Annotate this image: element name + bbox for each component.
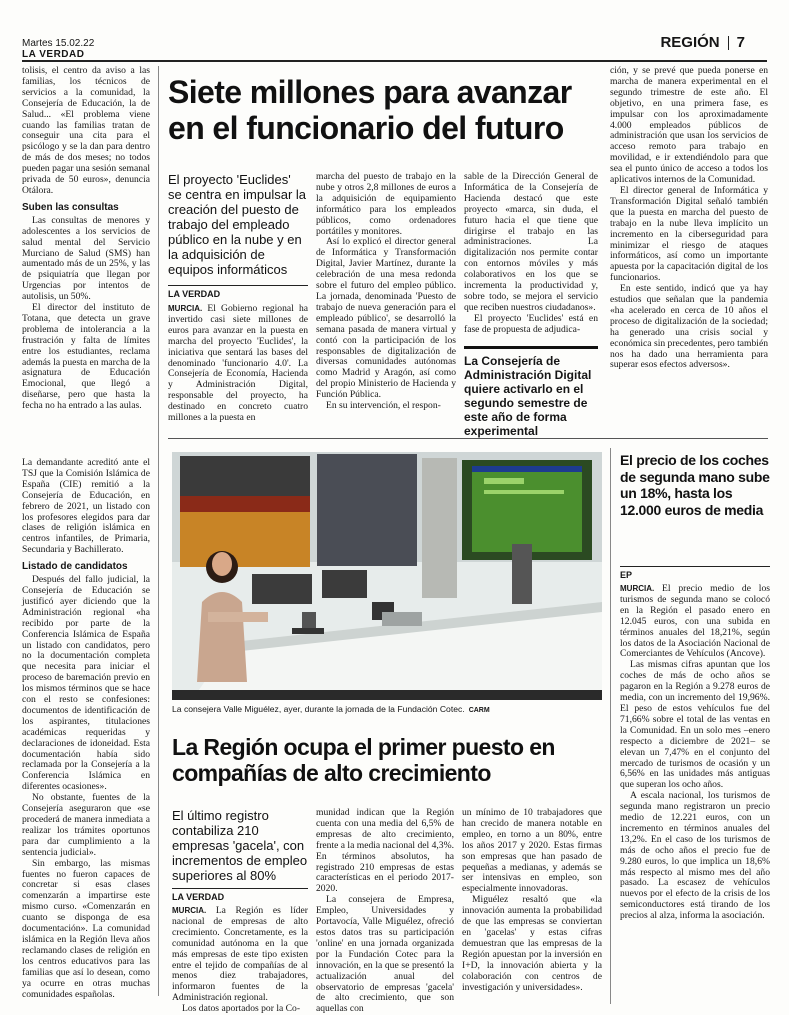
article1-col4-text-c: En este sentido, indicó que ya hay estudios que señalan que la pandemia «ha acelerado en cerca de 10 años el proceso de digitalización de la sociedad; ha generado una crisis social y económica sin precedentes, pero también nos ha dado una herramienta para superar esos efectos adversos». <box>610 283 768 371</box>
article1-col3-text-b: El proyecto 'Euclides' está en fase de propuesta de adjudica- <box>464 312 598 335</box>
article1-col1-body: El Gobierno regional ha invertido casi siete millones de euros para avanzar en la puesta en marcha del proyecto 'Euclides', la iniciativa que sentará las bases del denominado 'funcionario 4.0'. La Consejería de Economía, Hacienda y Administración Digital, responsable del proyecto, ha destinado en concreto cuatro millones a la puesta en <box>168 303 308 424</box>
left-top-text-1: tolisis, el centro da aviso a las familias, los técnicos de servicios a la comunidad, la Consejería de Educación, la de Salud... «El problema viene cuando las familias tratan de conseguir una cita para el psicólogo y se la dan para dentro de más de dos meses; no todos pueden pagar una sesión semanal privada de 50 euros», denuncia Otálora. <box>22 65 150 196</box>
article1-col4-text-b: El director general de Informática y Transformación Digital señaló también que la puesta en marcha del puesto de trabajo en la nube lleva implícito un incremento en la ciberseguridad para minimizar el riesgo de ataques informáticos, así como un importante apuesta por la capacitación digital de los funcionarios. <box>610 184 768 284</box>
article2-deck: El último registro contabiliza 210 empresas 'gacela', con incrementos de empleo superiores al 80% <box>172 808 308 883</box>
article2-col1-body: La Región es líder nacional de empresas de alto crecimiento. Concretamente, es la comunidad autónoma en la que más empresas de este tipo existen entre el tejido de compañías de al menos diez trabajadores, informaron fuentes de la Administración regional. <box>172 905 308 1004</box>
article3-text-1 <box>620 584 770 660</box>
page-number: 7 <box>736 34 745 51</box>
article2-col3 <box>462 808 602 1002</box>
left-bottom-text-2: Después del fallo judicial, la Consejería de Educación se justificó ayer diciendo que la Administración regional «ha recibido por parte de la Conferencia Islámica de España un listado con candidatos, pero no la documentación completa que necesita para iniciar el proceso de baremación previo en los mismos términos que se hace con el resto se confesiones: documentos de identificación de los aspirantes, titulaciones académicas requeridas y declaraciones de idoneidad. Esta documentación había sido reclamada por la Consejería a la Conferencia Islámica en diferentes ocasiones». <box>22 574 150 793</box>
column-divider-right <box>610 448 611 1004</box>
top-rule <box>22 60 767 62</box>
article3-text-3: A escala nacional, los turismos de segunda mano registraron un precio medio de 12.221 euros, con un incremento en términos anuales del 13,2%. En el caso de los turismos de más de ocho años el precio fue de 9.280 euros, lo que implica un 18,6% más respecto al mismo mes del año pasado. La escasez de vehículos nuevos por el efecto de la crisis de los semiconductores está tirando de los precios al alza, informa la asociación. <box>620 790 770 922</box>
left-bottom-text-1: La demandante acreditó ante el TSJ que la Comisión Islámica de España (CIE) remitió a la Consejería de Educación, en febrero de 2021, un listado con los profesores elegidos para dar clases de religión islámica en centros infantiles, de Primaria, Secundaria y Bachillerato. <box>22 457 150 556</box>
news-photo <box>172 452 602 700</box>
article1-col4-text-a: ción, y se prevé que pueda ponerse en marcha de manera experimental en el segundo trimestre de este año. El objetivo, en una primera fase, es impulsar con los aproximadamente 4.000 empleados públicos de administración que usan los servicios de acceso remoto para trabajo en movilidad, e ir extendiéndolo para que sea el punto único de acceso a todos los aplicativos internos de la Comunidad. <box>610 65 768 186</box>
article1-col3-text-a: sable de la Dirección General de Informática de la Consejería de Hacienda destacó que este proyecto «marca, sin duda, el futuro hacia el que tiene que dirigirse el trabajo en las administraciones. La digitalización nos permite contar con entornos móviles y más colaborativos en los que se incrementa la productividad y, sobre todo, se mejora el servicio que reciben nuestros ciudadanos». <box>464 171 598 313</box>
article2-col2-text-b: La consejera de Empresa, Empleo, Universidades y Portavocía, Valle Miguélez, ofreció estos datos tras su participación 'online' en una jornada organizada por la Fundación Cotec para la innovación, en la que se presentó la actualización anual del observatorio de empresas 'gacela' de alto crecimiento, que son aquellas con <box>316 894 454 1015</box>
article2-col2 <box>316 807 454 1015</box>
masthead-publication: LA VERDAD <box>22 49 85 60</box>
article3-body <box>620 584 770 1004</box>
left-bottom-heading: Listado de candidatos <box>22 561 128 573</box>
left-top-text-3: El director del instituto de Totana, que detecta un grave problema de intolerancia a la frustración y falta de límites entre los estudiantes, reclama además la puesta en marcha de la asignatura de Educación Emocional, que llegó a diseñarse, pero que hasta la fecha no ha entrado a las aulas. <box>22 302 150 412</box>
article1-col2-text-c: En su intervención, el respon- <box>326 400 441 412</box>
article1-city: MURCIA. <box>168 304 203 313</box>
article3-headline: El precio de los coches de segunda mano sube un 18%, hasta los 12.000 euros de media <box>620 452 770 518</box>
article1-col1-text <box>168 304 308 424</box>
article1-col2-text-a: marcha del puesto de trabajo en la nube y otros 2,8 millones de euros a la adquisición de equipamiento informático para los empleados públicos, como ordenadores portátiles y monitores. <box>316 171 456 237</box>
article1-col4 <box>610 66 768 424</box>
masthead-separator <box>728 36 729 50</box>
article2-col1-text-b: Los datos aportados por la Co- <box>182 1003 301 1015</box>
article1-headline: Siete millones para avanzar en el funcionario del futuro <box>168 74 572 146</box>
masthead-date-block <box>22 38 94 60</box>
article2-col3-text-a: un mínimo de 10 trabajadores que han crecido de manera notable en empleo, en torno a un 80%, entre los años 2017 y 2020. Estas firmas son empresas que han pasado de pequeñas a medianas, y además se ser intensivas en empleo, son especialmente innovadoras. <box>462 807 602 895</box>
article1-byline: LA VERDAD <box>168 285 308 299</box>
masthead-date: Martes 15.02.22 <box>22 38 95 49</box>
article1-deck: El proyecto 'Euclides' se centra en impulsar la creación del puesto de trabajo del empleado público en la nube y en la adquisición de equipos informáticos <box>168 172 307 277</box>
left-top-text-2: Las consultas de menores y adolescentes a los servicios de salud mental del Servicio Murciano de Salud (SMS) han aumentado más de un 25%, y las de psiquiatría que llegan por Urgencias por intentos de autolisis, un 50%. <box>22 214 150 303</box>
photo-credit: CARM <box>468 707 490 714</box>
left-top-heading: Suben las consultas <box>22 201 119 213</box>
article2-city: MURCIA. <box>172 906 207 915</box>
article2-col3-text-b: Miguélez resaltó que «la innovación aumenta la probabilidad de que las empresas se conviertan en 'gacelas' y estas cifras demuestran que las empresas de la Región apuestan por la inversión en I+D, la innovación abierta y la colaboración con centros de investigación y universidades». <box>462 894 602 993</box>
article3-text-1-body: El precio medio de los turismos de segunda mano se colocó en la Región el pasado enero en 12.045 euros, con una subida en términos anuales del 18,21%, según los datos de la Asociación Nacional de Comerciantes de Vehículos (Ancove). <box>620 583 770 660</box>
left-bottom-column <box>22 457 150 1000</box>
article2-headline: La Región ocupa el primer puesto en compañías de alto crecimiento <box>172 734 555 786</box>
article3-city: MURCIA. <box>620 584 655 593</box>
column-divider-bottom <box>158 456 159 996</box>
article2-col1-text-a <box>172 906 308 1004</box>
article3-text-2: Las mismas cifras apuntan que los coches de más de ocho años se pagaron en la Región a 9.278 euros de media, con un incremento del 19,96%. El peso de estos vehículos fue del 71,66% sobre el total de las ventas en la Comunidad. En un solo mes –enero respecto a diciembre de 2021– se elevan un 7,47% en el conjunto del mercado de turismos de ocasión y un 6,56% en las unidades más antiguas que superan los ocho años. <box>620 659 770 791</box>
left-bottom-text-4: Sin embargo, las mismas fuentes no fueron capaces de concretar si esas clases comenzarán a impartirse este mismo curso. «Comenzarán en cuanto se disponga de esa documentación». La comunidad islámica en la Región lleva años reclamando clases de religión en los centros educativos para las familias que así lo desean, como ya ocurre en otras muchas comunidades españolas. <box>22 857 150 1000</box>
photo-caption <box>172 704 602 714</box>
article2-col2-text-a: munidad indican que la Región cuenta con una media del 6,5% de empresas de alto crecimiento, frente a la media nacional del 4,3%. En términos absolutos, ha registrado 210 empresas de estas características en el periodo 2017-2020. <box>316 807 454 895</box>
article1-pullquote: La Consejería de Administración Digital quiere activarlo en el segundo semestre de este año de forma experimental <box>464 346 598 438</box>
left-top-column <box>22 66 150 448</box>
article1-col2 <box>316 172 456 424</box>
masthead-section-block <box>660 34 745 51</box>
section-name: REGIÓN <box>660 34 720 51</box>
article2-byline: LA VERDAD <box>172 888 308 902</box>
photo-caption-text: La consejera Valle Miguélez, ayer, durante la jornada de la Fundación Cotec. <box>172 704 465 714</box>
photo-illustration <box>172 452 602 700</box>
column-divider <box>158 66 159 456</box>
article3-byline: EP <box>620 566 770 580</box>
article2-col1 <box>172 905 308 1015</box>
left-bottom-text-3: No obstante, fuentes de la Consejería aseguraron que «se procederá de manera inmediata a realizar los trámites oportunos para dar cumplimiento a la sentencia judicial». <box>22 792 150 858</box>
article1-col1 <box>168 304 308 424</box>
article1-col3 <box>464 171 598 335</box>
section-divider <box>168 438 768 439</box>
article1-col2-text-b: Así lo explicó el director general de Informática y Transformación Digital, Javier Martínez, durante la celebración de una mesa redonda sobre el futuro del empleo público. La jornada, denominada 'Puesto de trabajo de nueva generación para el empleado público', se desarrolló la semana pasada de manera virtual y contó con la participación de los responsables de digitalización de diversas comunidades autónomas como Madrid y Aragón, así como del propio Ministerio de Hacienda y Función Pública. <box>316 236 456 401</box>
